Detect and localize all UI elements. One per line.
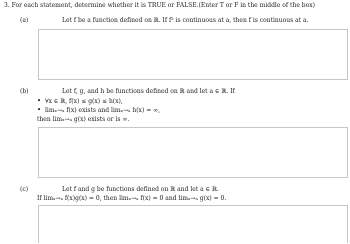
part-b-bullet-2: limₓ→ₐ f(x) exists and limₓ→ₐ h(x) = ∞,: [45, 107, 161, 114]
question-instruction: 3. For each statement, determine whether it is TRUE or FALSE.(Enter T or F in the middle of the box): [4, 2, 315, 9]
part-b-bullet-2-icon: •: [37, 106, 42, 114]
part-b-bullet-1-icon: •: [37, 97, 42, 105]
part-b-conclusion: then limₓ→ₐ g(x) exists or is ∞.: [37, 116, 130, 123]
part-a-statement: Let f be a function defined on ℝ. If f² is continuous at a, then f is continuous at a.: [62, 17, 309, 24]
part-a-answer-box[interactable]: [38, 29, 348, 80]
part-b-label: (b): [20, 88, 29, 95]
part-c-statement: If limₓ→ₐ f(x)g(x) = 0, then limₓ→ₐ f(x) = 0 and limₓ→ₐ g(x) = 0.: [37, 195, 227, 202]
part-c-answer-box[interactable]: [38, 205, 348, 243]
part-b-answer-box[interactable]: [38, 127, 348, 178]
part-b-bullet-1: ∀x ∈ ℝ, f(x) ≤ g(x) ≤ h(x),: [45, 98, 123, 105]
part-b-intro: Let f, g, and h be functions defined on ℝ and let a ∈ ℝ. If: [62, 88, 235, 95]
part-c-intro: Let f and g be functions defined on ℝ and let a ∈ ℝ.: [62, 186, 219, 193]
part-c-label: (c): [20, 186, 29, 193]
part-a-label: (a): [20, 17, 29, 24]
